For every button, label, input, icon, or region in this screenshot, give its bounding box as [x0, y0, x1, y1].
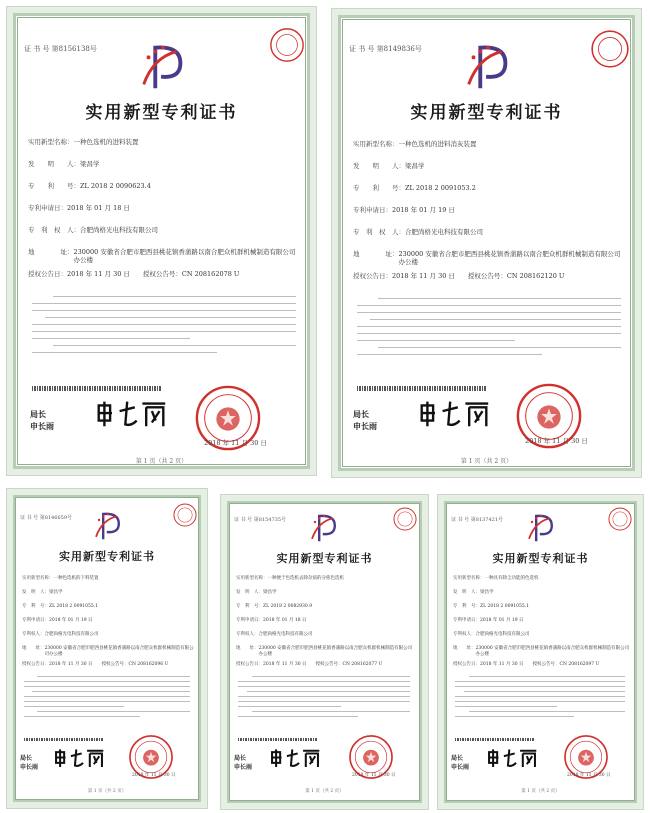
page-number: 第 1 页（共 2 页） [135, 458, 188, 465]
seal-date: 2018 年 11 月 30 日 [352, 773, 396, 778]
field-name: 实用新型名称： 一种便于色选机去除杂质的分拣色选机 [236, 576, 344, 581]
field-inventor: 发 明 人： 梁昌学 [28, 160, 100, 168]
page-number: 第 1 页（共 2 页） [87, 789, 127, 794]
certificate-title: 实用新型专利证书 [276, 552, 373, 565]
official-title-director: 局长 [30, 409, 46, 419]
patent-office-logo-icon [90, 508, 126, 544]
certificate-fields [28, 138, 300, 278]
field-patentee: 专利权人： 合肥尚格光电科技有限公司 [453, 632, 530, 637]
field-patentee: 专利权人： 合肥尚格光电科技有限公司 [236, 632, 313, 637]
barcode [32, 386, 162, 391]
field-inventor: 发 明 人： 梁昌学 [353, 162, 425, 170]
official-title [30, 408, 54, 432]
certificate-title: 实用新型专利证书 [85, 103, 238, 123]
corner-stamp-icon [392, 506, 418, 532]
field-inventor: 发 明 人： 梁昌学 [236, 590, 277, 595]
official-title [20, 754, 38, 772]
seal-date: 2018 年 11 月 30 日 [525, 437, 588, 445]
handwritten-signature [52, 744, 106, 771]
certificate-body-text [32, 296, 296, 359]
field-patent-number: 专 利 号： ZL 2018 2 0090623.4 [28, 182, 151, 190]
corner-stamp-icon [607, 506, 633, 532]
barcode [455, 738, 535, 741]
field-application-date: 专利申请日： 2018 年 01 月 19 日 [353, 206, 455, 214]
field-grant-date: 授权公告日： 2018 年 11 月 30 日 授权公告号：CN 208162096 U [22, 662, 169, 667]
field-application-date: 专利申请日： 2018 年 01 月 19 日 [22, 618, 93, 623]
field-address: 地 址： 230000 安徽省合肥市肥西县桃花镇香蒲路以南合肥众机群机械制造有限公司办公楼 [236, 646, 413, 657]
certificate-fields [22, 576, 194, 668]
field-grant-date: 授权公告日： 2018 年 11 月 30 日 授权公告号：CN 208162097 U [453, 662, 600, 667]
field-application-date: 专利申请日： 2018 年 01 月 19 日 [453, 618, 524, 623]
page-number: 第 1 页（共 2 页） [521, 789, 560, 794]
official-title-director: 局长 [234, 755, 247, 762]
certificate-serial: 证 书 号 第8137421号 [451, 517, 504, 523]
certificate-fields [353, 140, 625, 280]
official-title-director: 局长 [20, 755, 33, 762]
handwritten-signature [415, 394, 493, 432]
barcode [357, 386, 487, 391]
certificate-serial: 证 书 号 第8146659号 [20, 515, 73, 521]
barcode [24, 738, 104, 741]
certificate-body-text [24, 676, 190, 721]
corner-stamp-icon [172, 502, 198, 528]
certificate-body-text [238, 676, 410, 721]
official-name: 申长雨 [451, 764, 470, 771]
certificate-fields [453, 576, 631, 668]
certificate-1 [6, 6, 317, 476]
certificate-5 [437, 494, 644, 810]
corner-stamp-icon [268, 26, 306, 64]
certificate-4 [220, 494, 429, 810]
field-application-date: 专利申请日： 2018 年 01 月 18 日 [28, 204, 130, 212]
field-address: 地 址： 230000 安徽省合肥市肥西县桃花镇香蒲路以南合肥众机群机械制造有限公司办公楼 [353, 250, 621, 266]
field-grant-date: 授权公告日： 2018 年 11 月 30 日 授权公告号：CN 208162077 U [236, 662, 383, 667]
certificate-3 [6, 488, 208, 809]
field-address: 地 址： 230000 安徽省合肥市肥西县桃花镇香蒲路以南合肥众机群机械制造有限公司办公楼 [453, 646, 630, 657]
certificate-title: 实用新型专利证书 [410, 103, 563, 123]
certificate-serial: 证 书 号 第8156138号 [24, 45, 97, 53]
field-name: 实用新型名称： 一种具有除尘功能的色选机 [453, 576, 539, 581]
official-title-director: 局长 [353, 409, 369, 419]
patent-office-logo-icon [459, 38, 517, 96]
seal-date: 2018 年 11 月 30 日 [132, 773, 176, 778]
field-patent-number: 专 利 号： ZL 2018 2 0082930.9 [236, 604, 313, 609]
certificate-body-text [357, 298, 621, 361]
field-grant-date: 授权公告日： 2018 年 11 月 30 日 授权公告号：CN 208162120 U [353, 272, 565, 280]
page-number: 第 1 页（共 2 页） [460, 458, 513, 465]
patent-office-logo-icon [523, 510, 559, 546]
field-patent-number: 专 利 号： ZL 2018 2 0091055.1 [453, 604, 530, 609]
field-inventor: 发 明 人： 梁昌学 [453, 590, 494, 595]
field-name: 实用新型名称： 一种色选机的进料消灰装置 [353, 140, 477, 148]
page-number: 第 1 页（共 2 页） [305, 789, 344, 794]
field-name: 实用新型名称： 一种色选机的下料装置 [22, 576, 99, 581]
field-patent-number: 专 利 号： ZL 2018 2 0091055.1 [22, 604, 99, 609]
official-name: 申长雨 [20, 764, 39, 771]
field-address: 地 址： 230000 安徽省合肥市肥西县桃花镇香蒲路以南合肥众机群机械制造有限公司办公楼 [22, 646, 194, 657]
official-name: 申长雨 [30, 421, 54, 431]
field-patentee: 专利权人： 合肥尚格光电科技有限公司 [22, 632, 99, 637]
field-application-date: 专利申请日： 2018 年 01 月 18 日 [236, 618, 307, 623]
field-patent-number: 专 利 号： ZL 2018 2 0091053.2 [353, 184, 476, 192]
seal-date: 2018 年 11 月 30 日 [567, 773, 611, 778]
field-patentee: 专 利 权 人： 合肥尚格光电科技有限公司 [28, 226, 158, 234]
official-title-director: 局长 [451, 755, 464, 762]
official-title [451, 754, 469, 772]
handwritten-signature [268, 744, 322, 771]
handwritten-signature [485, 744, 539, 771]
certificate-title: 实用新型专利证书 [59, 550, 155, 563]
certificate-2 [331, 8, 642, 478]
patent-office-logo-icon [306, 510, 342, 546]
barcode [238, 738, 318, 741]
patent-office-logo-icon [134, 38, 192, 96]
certificate-serial: 证 书 号 第8149836号 [349, 45, 422, 53]
certificate-body-text [455, 676, 625, 721]
official-name: 申长雨 [234, 764, 253, 771]
field-name: 实用新型名称： 一种色选机的进料装置 [28, 138, 139, 146]
certificate-title: 实用新型专利证书 [492, 552, 589, 565]
handwritten-signature [92, 394, 170, 432]
field-address: 地 址： 230000 安徽省合肥市肥西县桃花镇香蒲路以南合肥众机群机械制造有限公司办公楼 [28, 248, 296, 264]
field-grant-date: 授权公告日： 2018 年 11 月 30 日 授权公告号：CN 208162078 U [28, 270, 240, 278]
official-title [234, 754, 252, 772]
official-title [353, 408, 377, 432]
official-name: 申长雨 [353, 421, 377, 431]
corner-stamp-icon [589, 28, 631, 70]
field-patentee: 专 利 权 人： 合肥尚格光电科技有限公司 [353, 228, 483, 236]
certificate-serial: 证 书 号 第8154735号 [234, 517, 287, 523]
certificate-fields [236, 576, 416, 668]
field-inventor: 发 明 人： 梁昌学 [22, 590, 63, 595]
seal-date: 2018 年 11 月 30 日 [204, 439, 267, 447]
